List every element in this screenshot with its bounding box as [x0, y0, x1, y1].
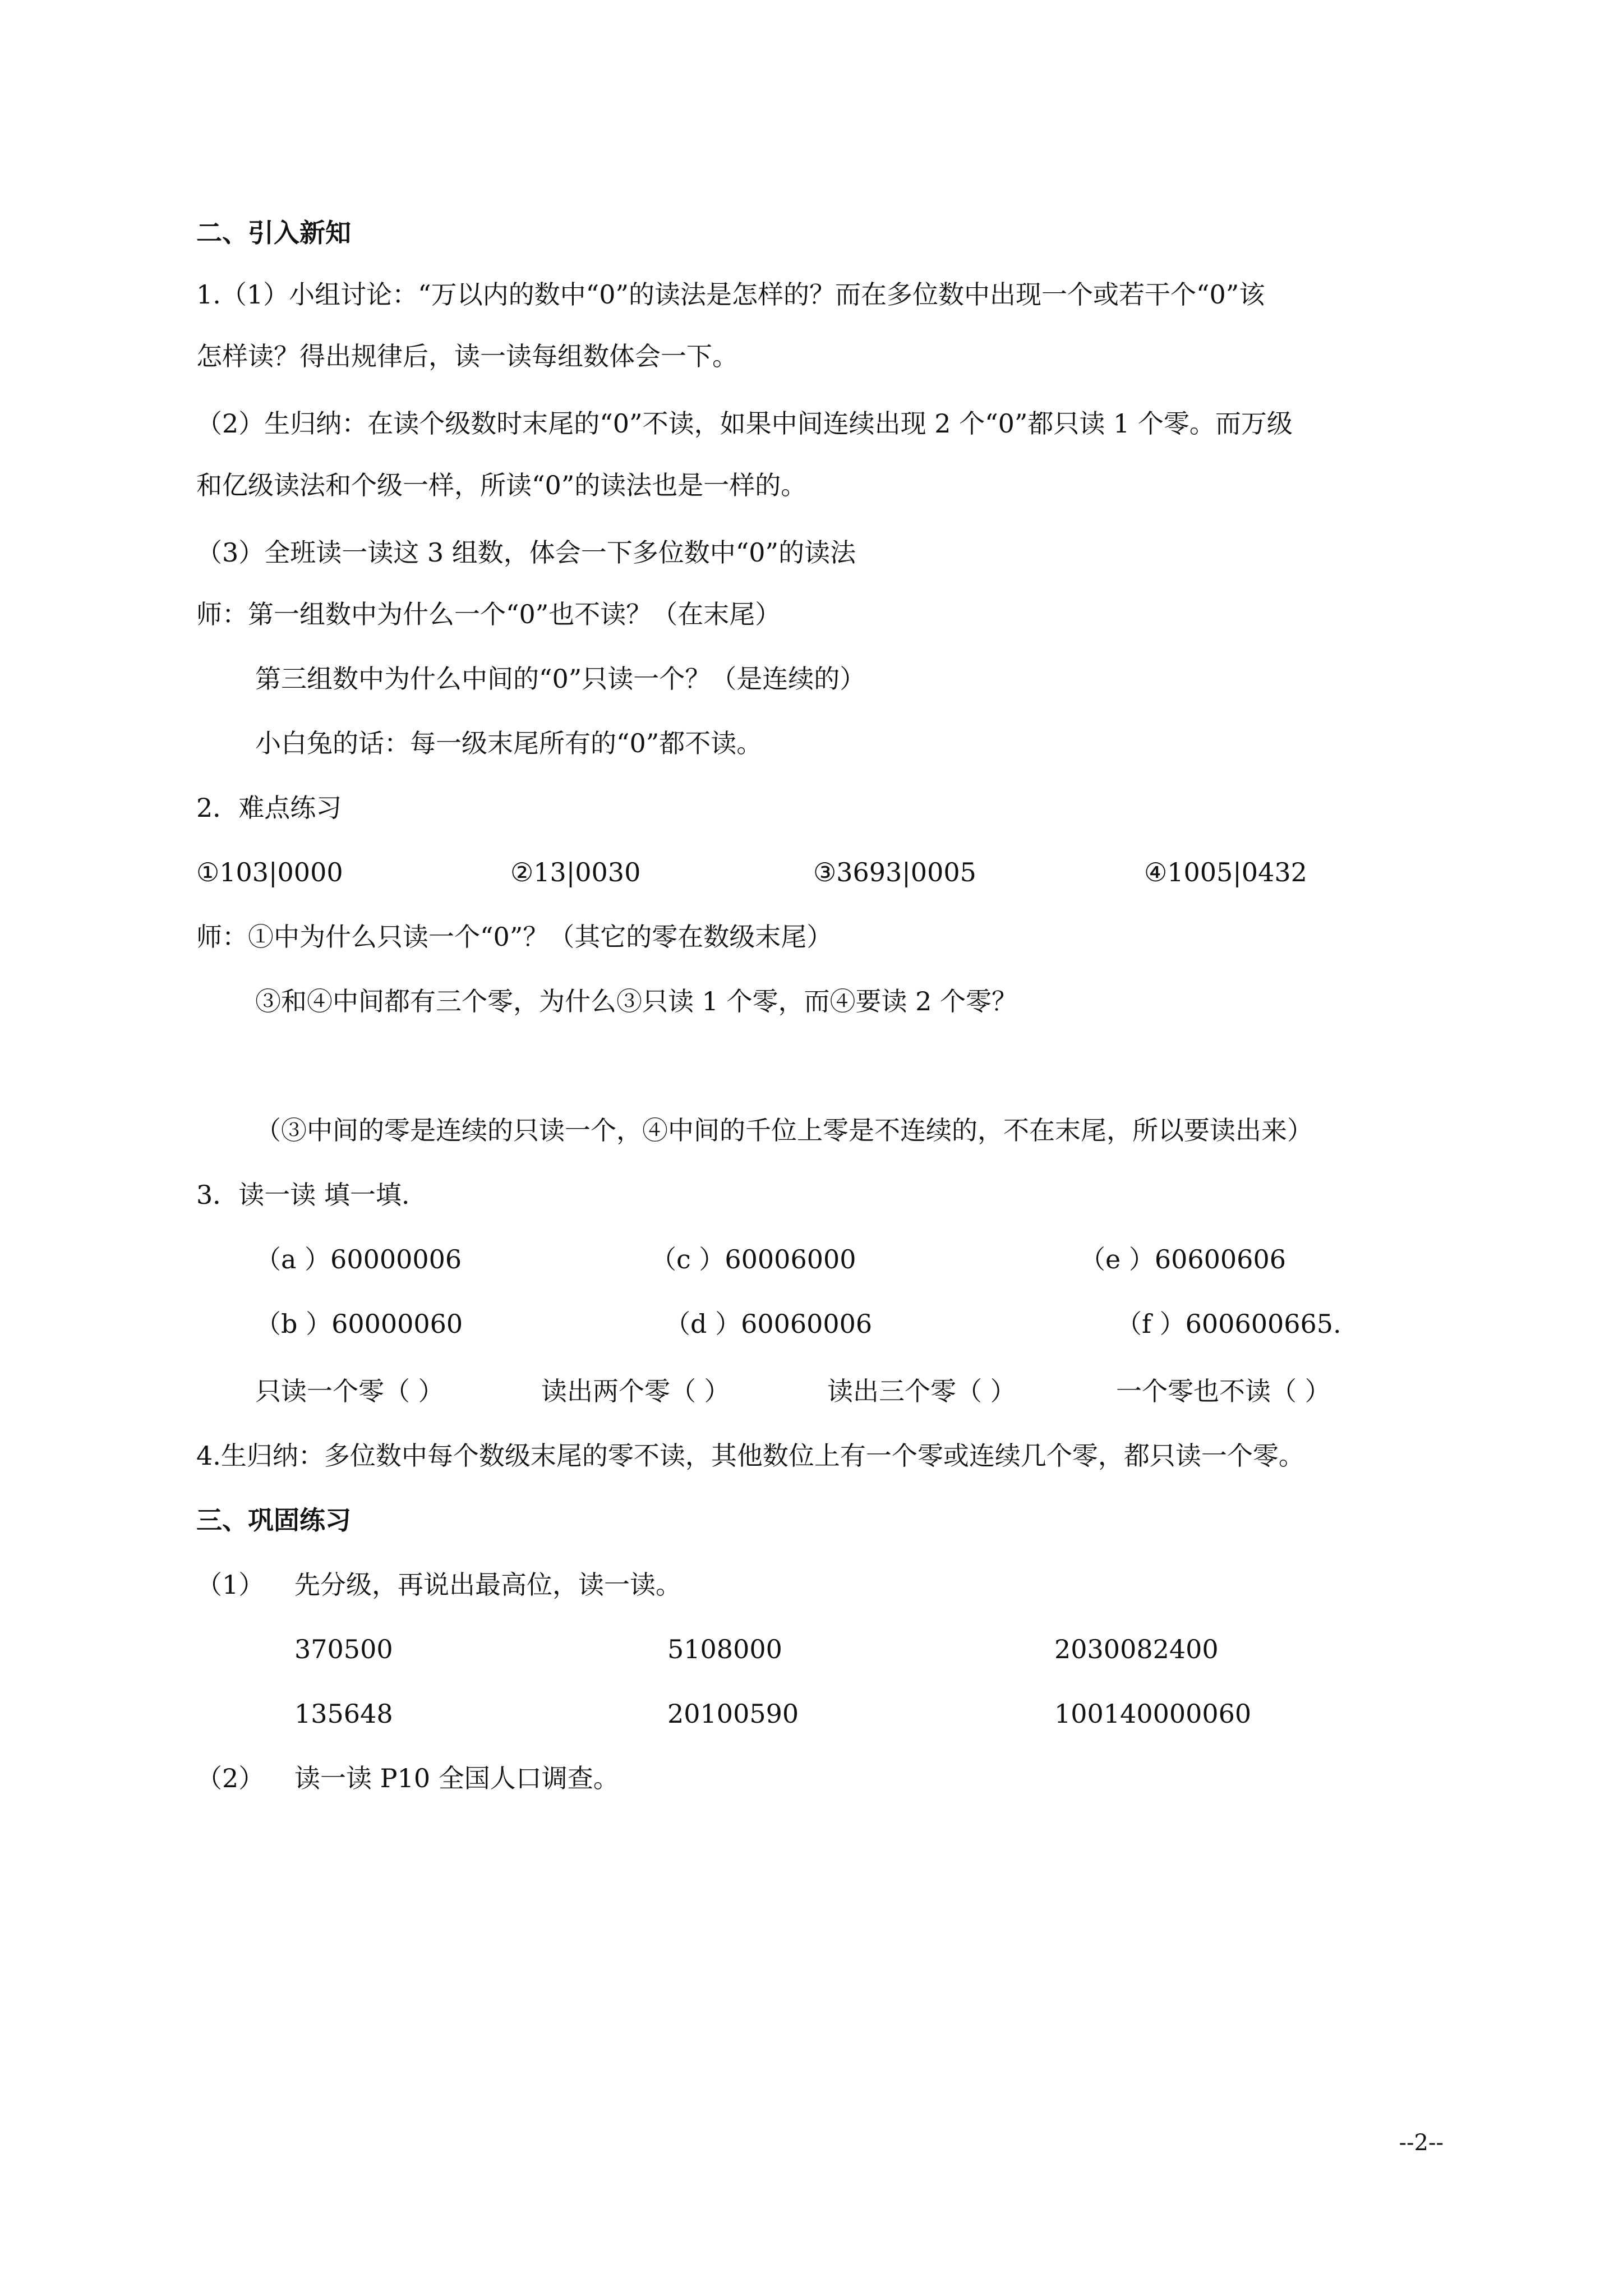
paragraph-1-line-2: 怎样读？得出规律后，读一读每组数体会一下。	[196, 341, 738, 371]
question-1-text: 先分级，再说出最高位，读一读。	[294, 1570, 681, 1600]
question-2-text: 读一读 P10 全国人口调查。	[294, 1763, 619, 1793]
read-fill-title: 3．读一读 填一填.	[196, 1180, 410, 1210]
practice-number: 2030082400	[1054, 1634, 1219, 1664]
zero-category: 一个零也不读（ ）	[1116, 1376, 1331, 1406]
zero-category: 读出两个零（ ）	[541, 1376, 730, 1406]
read-fill-item: （b ）60000060	[255, 1309, 463, 1339]
difficulty-item: ②13|0030	[510, 857, 641, 887]
teacher-question-4: ③和④中间都有三个零，为什么③只读 1 个零，而④要读 2 个零？	[255, 986, 1018, 1016]
paragraph-2-line-2: 和亿级读法和个级一样，所读“0”的读法也是一样的。	[196, 470, 807, 500]
read-fill-item: （e ）60600606	[1080, 1244, 1286, 1274]
practice-number: 20100590	[667, 1699, 799, 1729]
page-number: --2--	[1399, 2130, 1444, 2156]
section-heading-practice: 三、巩固练习	[196, 1505, 351, 1535]
difficulty-practice-title: 2．难点练习	[196, 793, 342, 823]
difficulty-item: ④1005|0432	[1144, 857, 1307, 887]
practice-number: 100140000060	[1054, 1699, 1252, 1729]
rabbit-note: 小白兔的话：每一级末尾所有的“0”都不读。	[255, 728, 763, 758]
read-fill-item: （a ）60000006	[255, 1244, 462, 1274]
practice-number: 135648	[294, 1699, 393, 1729]
zero-category: 读出三个零（ ）	[827, 1376, 1016, 1406]
student-summary: 4.生归纳：多位数中每个数级末尾的零不读，其他数位上有一个零或连续几个零，都只读一个零。	[196, 1441, 1304, 1471]
read-fill-item: （c ）60006000	[651, 1244, 856, 1274]
paragraph-3: （3）全班读一读这 3 组数，体会一下多位数中“0”的读法	[196, 537, 856, 568]
question-1-label: （1）	[196, 1570, 265, 1600]
difficulty-item: ①103|0000	[196, 857, 343, 887]
difficulty-item: ③3693|0005	[813, 857, 976, 887]
question-2-label: （2）	[196, 1763, 265, 1793]
practice-number: 370500	[294, 1634, 393, 1664]
practice-number: 5108000	[667, 1634, 782, 1664]
paragraph-1-line-1: 1.（1）小组讨论：“万以内的数中“0”的读法是怎样的？而在多位数中出现一个或若干个“0”该	[196, 279, 1265, 310]
read-fill-item: （d ）60060006	[665, 1309, 873, 1339]
read-fill-item: （f ）600600665.	[1116, 1309, 1341, 1339]
teacher-question-3: 师：①中为什么只读一个“0”？（其它的零在数级末尾）	[196, 922, 833, 952]
explanation-answer: （③中间的零是连续的只读一个，④中间的千位上零是不连续的，不在末尾，所以要读出来）	[255, 1115, 1313, 1145]
section-heading-introduce: 二、引入新知	[196, 218, 351, 248]
teacher-question-2: 第三组数中为什么中间的“0”只读一个？（是连续的）	[255, 664, 866, 694]
zero-category: 只读一个零（ ）	[255, 1376, 444, 1406]
paragraph-2-line-1: （2）生归纳：在读个级数时末尾的“0”不读，如果中间连续出现 2 个“0”都只读 1 个零。而万级	[196, 408, 1293, 439]
teacher-question-1: 师：第一组数中为什么一个“0”也不读？（在末尾）	[196, 599, 781, 629]
